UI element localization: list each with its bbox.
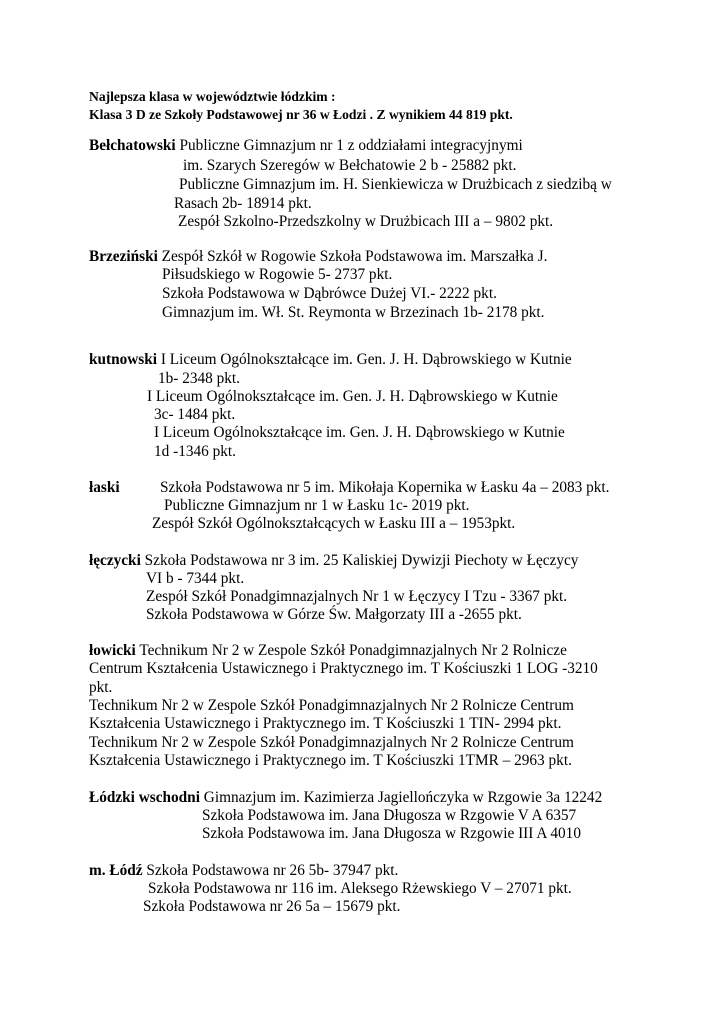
section-leczycki-line-1	[89, 552, 578, 570]
section-lodzki-line-1	[89, 789, 602, 807]
school-entry: Centrum Kształcenia Ustawicznego i Praktycznego im. T Kościuszki 1 LOG -3210	[89, 660, 598, 677]
school-entry: pkt.	[89, 679, 113, 696]
school-entry: 1d -1346 pkt.	[154, 443, 237, 460]
district-label: łęczycki	[89, 552, 141, 569]
school-entry: 1b- 2348 pkt.	[158, 370, 241, 387]
district-label: Łódzki wschodni	[89, 789, 200, 806]
school-entry: Szkoła Podstawowa nr 26 5a – 15679 pkt.	[143, 898, 401, 915]
school-entry: I Liceum Ogólnokształcące im. Gen. J. H. Dąbrowskiego w Kutnie	[147, 388, 558, 405]
school-entry: Technikum Nr 2 w Zespole Szkół Ponadgimnazjalnych Nr 2 Rolnicze Centrum	[89, 697, 574, 714]
school-entry: Gimnazjum im. Kazimierza Jagiellończyka w Rzgowie 3a 12242	[203, 789, 603, 806]
school-entry: Rasach 2b- 18914 pkt.	[174, 195, 312, 212]
school-entry: Szkoła Podstawowa nr 3 im. 25 Kaliskiej Dywizji Piechoty w Łęczycy	[144, 552, 579, 569]
school-entry: VI b - 7344 pkt.	[146, 570, 245, 587]
school-entry: Publiczne Gimnazjum im. H. Sienkiewicza w Drużbicach z siedzibą w	[179, 176, 612, 193]
school-entry: Technikum Nr 2 w Zespole Szkół Ponadgimnazjalnych Nr 2 Rolnicze	[139, 642, 567, 659]
school-entry: im. Szarych Szeregów w Bełchatowie 2 b - 25882 pkt.	[183, 157, 517, 174]
school-entry: Kształcenia Ustawicznego i Praktycznego im. T Kościuszki 1TMR – 2963 pkt.	[89, 752, 572, 769]
district-label: Brzeziński	[89, 248, 158, 265]
section-brzezinski-line-1	[89, 248, 547, 266]
school-entry: Zespół Szkół Ponadgimnazjalnych Nr 1 w Łęczycy I Tzu - 3367 pkt.	[146, 588, 568, 605]
district-label: m. Łódź	[89, 862, 143, 879]
school-entry: Szkoła Podstawowa nr 5 im. Mikołaja Kopernika w Łasku 4a – 2083 pkt.	[160, 479, 610, 496]
school-entry: Publiczne Gimnazjum nr 1 w Łasku 1c- 2019 pkt.	[164, 497, 470, 514]
school-entry: Technikum Nr 2 w Zespole Szkół Ponadgimnazjalnych Nr 2 Rolnicze Centrum	[89, 734, 574, 751]
school-entry: Publiczne Gimnazjum nr 1 z oddziałami integracyjnymi	[179, 137, 523, 154]
school-entry: Kształcenia Ustawicznego i Praktycznego im. T Kościuszki 1 TIN- 2994 pkt.	[89, 715, 562, 732]
section-belchatowski-line-1	[89, 137, 523, 155]
district-label: kutnowski	[89, 351, 158, 368]
school-entry: Zespół Szkolno-Przedszkolny w Drużbicach III a – 9802 pkt.	[178, 213, 554, 230]
school-entry: 3c- 1484 pkt.	[154, 406, 236, 423]
section-mlodz-line-1	[89, 862, 398, 880]
district-label: łaski	[89, 479, 120, 496]
district-label: Bełchatowski	[89, 137, 176, 154]
school-entry: I Liceum Ogólnokształcące im. Gen. J. H. Dąbrowskiego w Kutnie	[154, 424, 565, 441]
school-entry: Szkoła Podstawowa w Dąbrówce Dużej VI.- 2222 pkt.	[162, 285, 497, 302]
school-entry: I Liceum Ogólnokształcące im. Gen. J. H. Dąbrowskiego w Kutnie	[160, 351, 572, 368]
school-entry: Szkoła Podstawowa im. Jana Długosza w Rzgowie III A 4010	[202, 825, 581, 842]
school-entry: Szkoła Podstawowa nr 116 im. Aleksego Rżewskiego V – 27071 pkt.	[148, 880, 572, 897]
header-line-1: Najlepsza klasa w województwie łódzkim :	[89, 89, 336, 104]
school-entry: Zespół Szkół w Rogowie Szkoła Podstawowa im. Marszałka J.	[161, 248, 548, 265]
school-entry: Piłsudskiego w Rogowie 5- 2737 pkt.	[162, 266, 393, 283]
district-label: łowicki	[89, 642, 136, 659]
header-line-2: Klasa 3 D ze Szkoły Podstawowej nr 36 w Łodzi . Z wynikiem 44 819 pkt.	[89, 107, 513, 122]
school-entry: Szkoła Podstawowa im. Jana Długosza w Rzgowie V A 6357	[202, 807, 577, 824]
school-entry: Gimnazjum im. Wł. St. Reymonta w Brzezinach 1b- 2178 pkt.	[162, 304, 545, 321]
school-entry: Szkoła Podstawowa nr 26 5b- 37947 pkt.	[146, 862, 399, 879]
section-lowicki-line-1	[89, 642, 567, 660]
section-kutnowski-line-1	[89, 351, 572, 369]
school-entry: Szkoła Podstawowa w Górze Św. Małgorzaty III a -2655 pkt.	[146, 606, 522, 623]
school-entry: Zespół Szkół Ogólnokształcących w Łasku III a – 1953pkt.	[152, 515, 516, 532]
